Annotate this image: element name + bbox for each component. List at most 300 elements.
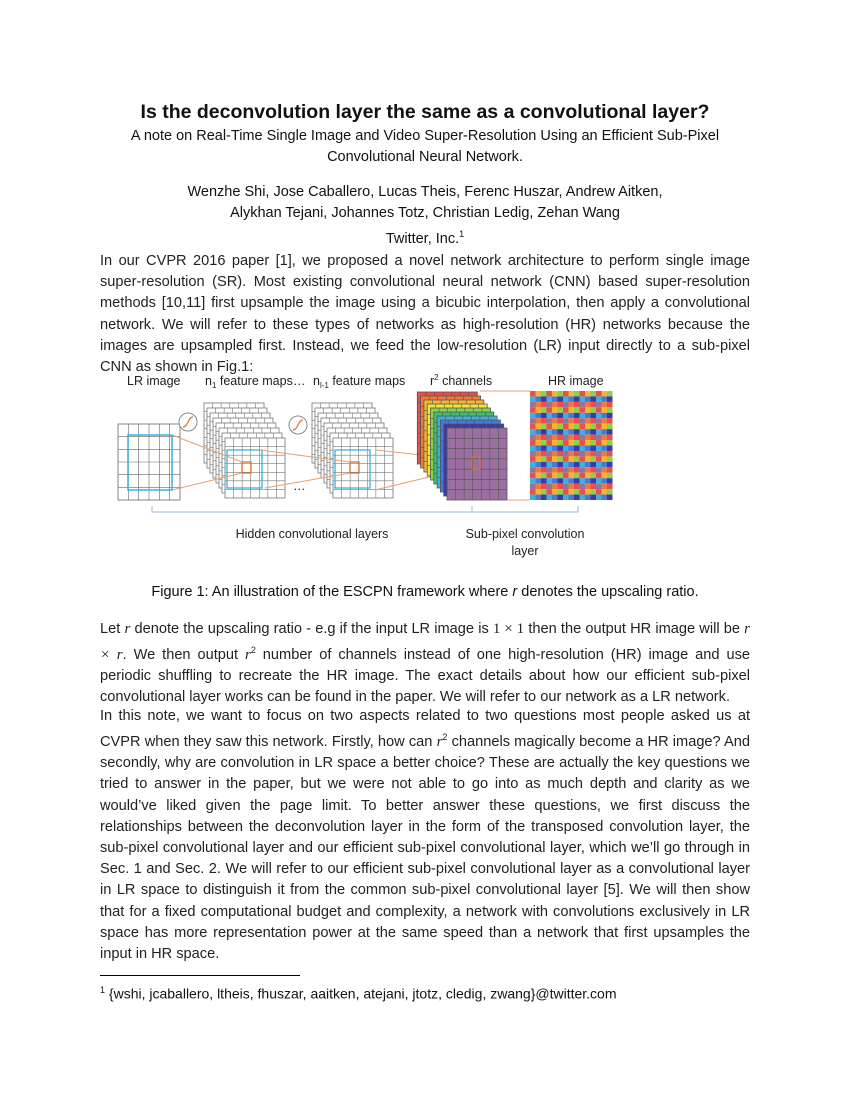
hr-pixel (558, 473, 564, 478)
hr-pixel (541, 396, 547, 401)
hr-pixel (596, 451, 602, 456)
figure-caption: Figure 1: An illustration of the ESCPN framework where r denotes the upscaling ratio. (151, 584, 699, 600)
label-hidden-layers: Hidden convolutional layers (235, 527, 389, 541)
hr-pixel (591, 467, 597, 472)
hr-pixel (591, 402, 597, 407)
hr-pixel (569, 462, 575, 467)
hr-pixel (585, 402, 591, 407)
hr-pixel (596, 456, 602, 461)
hr-pixel (547, 402, 553, 407)
hr-pixel (536, 473, 542, 478)
hr-pixel (569, 473, 575, 478)
hr-pixel (536, 413, 542, 418)
hr-pixel (607, 413, 613, 418)
hr-pixel (552, 451, 558, 456)
hr-pixel (580, 473, 586, 478)
hr-pixel (547, 429, 553, 434)
hr-pixel (596, 396, 602, 401)
hr-pixel (602, 429, 608, 434)
hr-pixel (530, 478, 536, 483)
hr-pixel (563, 495, 569, 500)
hr-pixel (547, 473, 553, 478)
hr-pixel (585, 435, 591, 440)
hr-pixel (563, 489, 569, 494)
hr-pixel (552, 467, 558, 472)
nl-feature-maps-layer (333, 438, 393, 498)
hr-pixel (547, 396, 553, 401)
hr-pixel (569, 440, 575, 445)
hr-pixel (607, 495, 613, 500)
label-subpixel-layer: Sub-pixel convolution (465, 527, 585, 541)
n1-feature-maps-layer (225, 438, 285, 498)
hr-pixel (569, 495, 575, 500)
hr-pixel (607, 467, 613, 472)
hr-pixel (558, 456, 564, 461)
hr-pixel (530, 413, 536, 418)
hr-pixel (558, 407, 564, 412)
hr-pixel (585, 456, 591, 461)
hr-pixel (596, 440, 602, 445)
ellipsis: … (293, 374, 306, 388)
hr-pixel (530, 402, 536, 407)
hr-pixel (558, 484, 564, 489)
hr-pixel (547, 451, 553, 456)
hr-pixel (580, 391, 586, 396)
hr-pixel (585, 440, 591, 445)
hr-pixel (552, 429, 558, 434)
hr-pixel (596, 418, 602, 423)
hr-pixel (596, 402, 602, 407)
hr-pixel (591, 478, 597, 483)
hr-pixel (536, 462, 542, 467)
hr-pixel (602, 484, 608, 489)
hr-pixel (536, 402, 542, 407)
hr-pixel (580, 484, 586, 489)
hr-pixel (607, 391, 613, 396)
authors-line: Wenzhe Shi, Jose Caballero, Lucas Theis, Ferenc Huszar, Andrew Aitken, (187, 184, 663, 200)
hr-pixel (574, 407, 580, 412)
hr-pixel (602, 473, 608, 478)
hr-pixel (574, 473, 580, 478)
affiliation (100, 224, 750, 250)
hr-pixel (607, 418, 613, 423)
hr-pixel (580, 413, 586, 418)
hr-pixel (574, 440, 580, 445)
paragraph-focus: In this note, we want to focus on two aspects related to two questions most people asked us at CVPR when they saw this network. Firstly, how can $r^2$ channels magically become a HR image? And secondly, why are convolution in LR space a better choice? These are actually the key questions we tried to answer in the paper, but we were not able to go into as much depth and clarity as we would’ve liked given the page limit. To better answer these questions, we first discuss the relationships between the deconvolution layer in the form of the transposed convolution layer, the sub-pixel convolutional layer and our efficient sub-pixel convolutional layer, which we’ll go through in Sec. 1 and Sec. 2. We will refer to our efficient sub-pixel convolutional layer as a convolutional layer in LR space to distinguish it from the common sub-pixel convolutional layer [5]. We will then show that for a fixed computational budget and complexity, a network with convolutions exclusively in LR space has more representation power at the same speed than a network that first upsamples the input in HR space. (100, 708, 751, 963)
hr-pixel (552, 418, 558, 423)
hr-pixel (530, 484, 536, 489)
hr-pixel (547, 484, 553, 489)
hr-pixel (541, 391, 547, 396)
hr-pixel (580, 446, 586, 451)
hr-pixel (580, 451, 586, 456)
hr-pixel (585, 446, 591, 451)
hr-pixel (563, 402, 569, 407)
layer-bracket (152, 506, 578, 512)
hr-pixel (536, 418, 542, 423)
hr-pixel (536, 484, 542, 489)
hr-pixel (536, 446, 542, 451)
figure-escpn (100, 360, 750, 560)
hr-pixel (558, 462, 564, 467)
hr-pixel (585, 396, 591, 401)
hr-pixel (541, 478, 547, 483)
hr-pixel (602, 489, 608, 494)
hr-pixel (574, 489, 580, 494)
subtitle-line: Convolutional Neural Network. (327, 149, 523, 165)
affiliation-text: Twitter, Inc. (385, 230, 460, 247)
hr-pixel (530, 489, 536, 494)
hr-pixel (541, 429, 547, 434)
hr-pixel (558, 451, 564, 456)
hr-pixel (547, 407, 553, 412)
hr-pixel (585, 413, 591, 418)
hr-pixel (580, 429, 586, 434)
hr-pixel (607, 462, 613, 467)
hr-pixel (580, 467, 586, 472)
hr-pixel (530, 462, 536, 467)
hr-pixel (607, 473, 613, 478)
hr-pixel (563, 396, 569, 401)
hr-pixel (536, 429, 542, 434)
label-nl-feature-maps: $n_{l-1}$ feature maps (313, 374, 406, 390)
hr-pixel (596, 435, 602, 440)
hr-pixel (569, 407, 575, 412)
hr-pixel (552, 495, 558, 500)
hr-pixel (602, 456, 608, 461)
hr-pixel (574, 467, 580, 472)
hr-pixel (558, 402, 564, 407)
hr-pixel (607, 489, 613, 494)
hr-pixel (602, 402, 608, 407)
hr-pixel (569, 418, 575, 423)
hr-pixel (574, 462, 580, 467)
hr-pixel (574, 478, 580, 483)
hr-pixel (580, 478, 586, 483)
hr-pixel (591, 391, 597, 396)
hr-pixel (585, 418, 591, 423)
hr-pixel (585, 478, 591, 483)
hr-pixel (530, 429, 536, 434)
hr-pixel (602, 467, 608, 472)
hr-pixel (569, 489, 575, 494)
hr-pixel (585, 391, 591, 396)
hr-pixel (536, 467, 542, 472)
hr-pixel (602, 396, 608, 401)
hr-pixel (591, 396, 597, 401)
hr-pixel (558, 489, 564, 494)
hr-pixel (580, 396, 586, 401)
hr-pixel (574, 424, 580, 429)
hr-pixel (541, 489, 547, 494)
hr-pixel (591, 429, 597, 434)
hr-pixel (569, 391, 575, 396)
hr-pixel (591, 451, 597, 456)
hr-pixel (607, 446, 613, 451)
hr-pixel (563, 446, 569, 451)
hr-pixel (547, 467, 553, 472)
hr-pixel (558, 413, 564, 418)
hr-pixel (569, 451, 575, 456)
hr-pixel (607, 424, 613, 429)
hr-pixel (563, 413, 569, 418)
hr-pixel (558, 396, 564, 401)
hr-pixel (596, 467, 602, 472)
hr-pixel (596, 473, 602, 478)
label-subpixel-layer-2: layer (511, 544, 539, 558)
hr-pixel (585, 462, 591, 467)
hr-pixel (569, 446, 575, 451)
hr-pixel (591, 473, 597, 478)
hr-pixel (569, 429, 575, 434)
hr-pixel (607, 440, 613, 445)
hr-pixel (547, 413, 553, 418)
hr-pixel (541, 413, 547, 418)
hr-pixel (602, 413, 608, 418)
hr-pixel (552, 407, 558, 412)
hr-pixel (530, 446, 536, 451)
hr-pixel (591, 495, 597, 500)
hr-pixel (591, 407, 597, 412)
hr-pixel (585, 451, 591, 456)
hr-pixel (563, 467, 569, 472)
hr-pixel (552, 473, 558, 478)
hr-pixel (607, 484, 613, 489)
hr-pixel (536, 489, 542, 494)
hr-pixel (602, 407, 608, 412)
hr-pixel (563, 473, 569, 478)
hr-pixel (530, 467, 536, 472)
hr-pixel (547, 495, 553, 500)
hr-pixel (552, 484, 558, 489)
channel-map (447, 428, 507, 500)
hr-pixel (580, 435, 586, 440)
hr-pixel (547, 418, 553, 423)
hr-pixel (602, 462, 608, 467)
hr-pixel (602, 440, 608, 445)
hr-pixel (563, 440, 569, 445)
footnote: $^1$ {wshi, jcaballero, ltheis, fhuszar, aaitken, atejani, jtotz, cledig, zwang}@twitter.com (100, 985, 617, 1002)
hr-pixel (541, 462, 547, 467)
hr-pixel (602, 495, 608, 500)
hr-pixel (552, 478, 558, 483)
author-block (100, 182, 750, 250)
hr-pixel (574, 484, 580, 489)
hr-pixel (591, 435, 597, 440)
hr-pixel (596, 484, 602, 489)
hr-pixel (607, 396, 613, 401)
hr-pixel (585, 489, 591, 494)
hr-pixel (591, 456, 597, 461)
hr-pixel (552, 462, 558, 467)
hr-pixel (530, 391, 536, 396)
hr-pixel (541, 456, 547, 461)
hr-pixel (591, 424, 597, 429)
hr-pixel (541, 424, 547, 429)
hr-pixel (558, 424, 564, 429)
hr-pixel (530, 495, 536, 500)
hr-pixel (536, 435, 542, 440)
hr-pixel (596, 429, 602, 434)
hr-pixel (536, 456, 542, 461)
hr-pixel (547, 456, 553, 461)
hr-pixel (541, 407, 547, 412)
hr-pixel (596, 424, 602, 429)
hr-pixel (585, 473, 591, 478)
hr-pixel (536, 440, 542, 445)
hr-pixel (574, 435, 580, 440)
hr-pixel (530, 440, 536, 445)
hr-pixel (536, 424, 542, 429)
hr-pixel (602, 391, 608, 396)
hr-pixel (541, 467, 547, 472)
hr-pixel (558, 429, 564, 434)
hr-pixel (558, 435, 564, 440)
hr-pixel (607, 478, 613, 483)
hr-pixel (547, 446, 553, 451)
hr-pixel (591, 484, 597, 489)
hr-pixel (530, 407, 536, 412)
ellipsis: … (293, 479, 306, 493)
hr-pixel (541, 484, 547, 489)
hr-pixel (552, 424, 558, 429)
hr-pixel (602, 424, 608, 429)
paragraph-upscaling: Let r denote the upscaling ratio - e.g if the input LR image is 1 × 1 then the output HR image will be r × r. We then output $r^2$ number of channels instead of one high-resolution (HR) image and use periodic shuffling to recreate the HR image. The exact details about how our efficient sub-pixel convolutional layer works can be found in the paper. We will refer to our network as a LR network. (100, 621, 750, 706)
hr-pixel (530, 418, 536, 423)
hr-pixel (558, 440, 564, 445)
hr-pixel (574, 418, 580, 423)
hr-pixel (596, 407, 602, 412)
hr-pixel (580, 407, 586, 412)
hr-pixel (569, 402, 575, 407)
hr-pixel (552, 456, 558, 461)
hr-pixel (563, 462, 569, 467)
hr-pixel (596, 413, 602, 418)
hr-pixel (580, 418, 586, 423)
hr-pixel (552, 489, 558, 494)
hr-pixel (558, 495, 564, 500)
hr-pixel (563, 424, 569, 429)
hr-pixel (530, 473, 536, 478)
hr-pixel (563, 429, 569, 434)
hr-pixel (563, 407, 569, 412)
hr-pixel (536, 478, 542, 483)
hr-pixel (563, 418, 569, 423)
hr-pixel (591, 413, 597, 418)
hr-pixel (580, 456, 586, 461)
hr-pixel (607, 407, 613, 412)
hr-pixel (552, 440, 558, 445)
hr-pixel (607, 429, 613, 434)
hr-pixel (574, 446, 580, 451)
hr-pixel (552, 435, 558, 440)
hr-pixel (541, 418, 547, 423)
hr-pixel (574, 429, 580, 434)
hr-pixel (547, 391, 553, 396)
hr-pixel (536, 495, 542, 500)
hr-pixel (585, 495, 591, 500)
hr-pixel (563, 391, 569, 396)
hr-pixel (574, 451, 580, 456)
hr-pixel (596, 478, 602, 483)
hr-pixel (547, 424, 553, 429)
footnote-mark: 1 (459, 229, 465, 239)
label-r2-channels: $r^2$ channels (430, 373, 493, 388)
hr-pixel (552, 402, 558, 407)
hr-pixel (536, 396, 542, 401)
hr-pixel (547, 440, 553, 445)
hr-pixel (547, 489, 553, 494)
hr-pixel (596, 446, 602, 451)
hr-pixel (574, 391, 580, 396)
hr-pixel (585, 467, 591, 472)
hr-pixel (591, 446, 597, 451)
hr-pixel (580, 402, 586, 407)
hr-pixel (569, 435, 575, 440)
hr-pixel (585, 407, 591, 412)
hr-pixel (552, 413, 558, 418)
hr-pixel (536, 391, 542, 396)
hr-pixel (547, 435, 553, 440)
label-n1-feature-maps: $n_1$ feature maps (205, 374, 293, 390)
hr-pixel (530, 424, 536, 429)
authors-line: Alykhan Tejani, Johannes Totz, Christian Ledig, Zehan Wang (230, 205, 620, 221)
paper-title: Is the deconvolution layer the same as a convolutional layer? (140, 101, 710, 123)
hr-pixel (569, 484, 575, 489)
hr-pixel (536, 407, 542, 412)
hr-pixel (585, 484, 591, 489)
hr-pixel (602, 478, 608, 483)
hr-pixel (574, 413, 580, 418)
hr-pixel (596, 495, 602, 500)
hr-pixel (563, 451, 569, 456)
hr-pixel (574, 495, 580, 500)
hr-pixel (574, 456, 580, 461)
hr-pixel (530, 451, 536, 456)
hr-pixel (602, 446, 608, 451)
hr-pixel (591, 440, 597, 445)
hr-pixel (547, 462, 553, 467)
hr-pixel (558, 391, 564, 396)
subtitle-line: A note on Real-Time Single Image and Video Super-Resolution Using an Efficient Sub-Pixel (130, 128, 720, 144)
hr-pixel (552, 396, 558, 401)
hr-pixel (541, 495, 547, 500)
hr-pixel (574, 402, 580, 407)
hr-pixel (585, 424, 591, 429)
paper-subtitle (100, 126, 750, 168)
hr-pixel (558, 478, 564, 483)
hr-pixel (530, 456, 536, 461)
hr-pixel (607, 451, 613, 456)
hr-pixel (541, 440, 547, 445)
hr-pixel (541, 446, 547, 451)
hr-pixel (607, 435, 613, 440)
hr-pixel (569, 456, 575, 461)
hr-pixel (569, 396, 575, 401)
hr-pixel (585, 429, 591, 434)
hr-pixel (541, 402, 547, 407)
hr-pixel (580, 440, 586, 445)
hr-pixel (569, 413, 575, 418)
paragraph-intro: In our CVPR 2016 paper [1], we proposed a novel network architecture to perform single image super-resolution (SR). Most existing convolutional neural network (CNN) based super-resolution methods [10,11] first upsample the image using a bicubic interpolation, then apply a convolutional network. We will refer to these types of networks as high-resolution (HR) networks because the images are upsampled first. Instead, we feed the low-resolution (LR) input directly to a sub-pixel CNN as shown in Fig.1: (100, 253, 750, 376)
hr-pixel (547, 478, 553, 483)
label-lr-image: LR image (127, 374, 181, 388)
hr-pixel (580, 495, 586, 500)
hr-pixel (591, 418, 597, 423)
hr-pixel (552, 446, 558, 451)
hr-pixel (591, 462, 597, 467)
hr-pixel (541, 473, 547, 478)
